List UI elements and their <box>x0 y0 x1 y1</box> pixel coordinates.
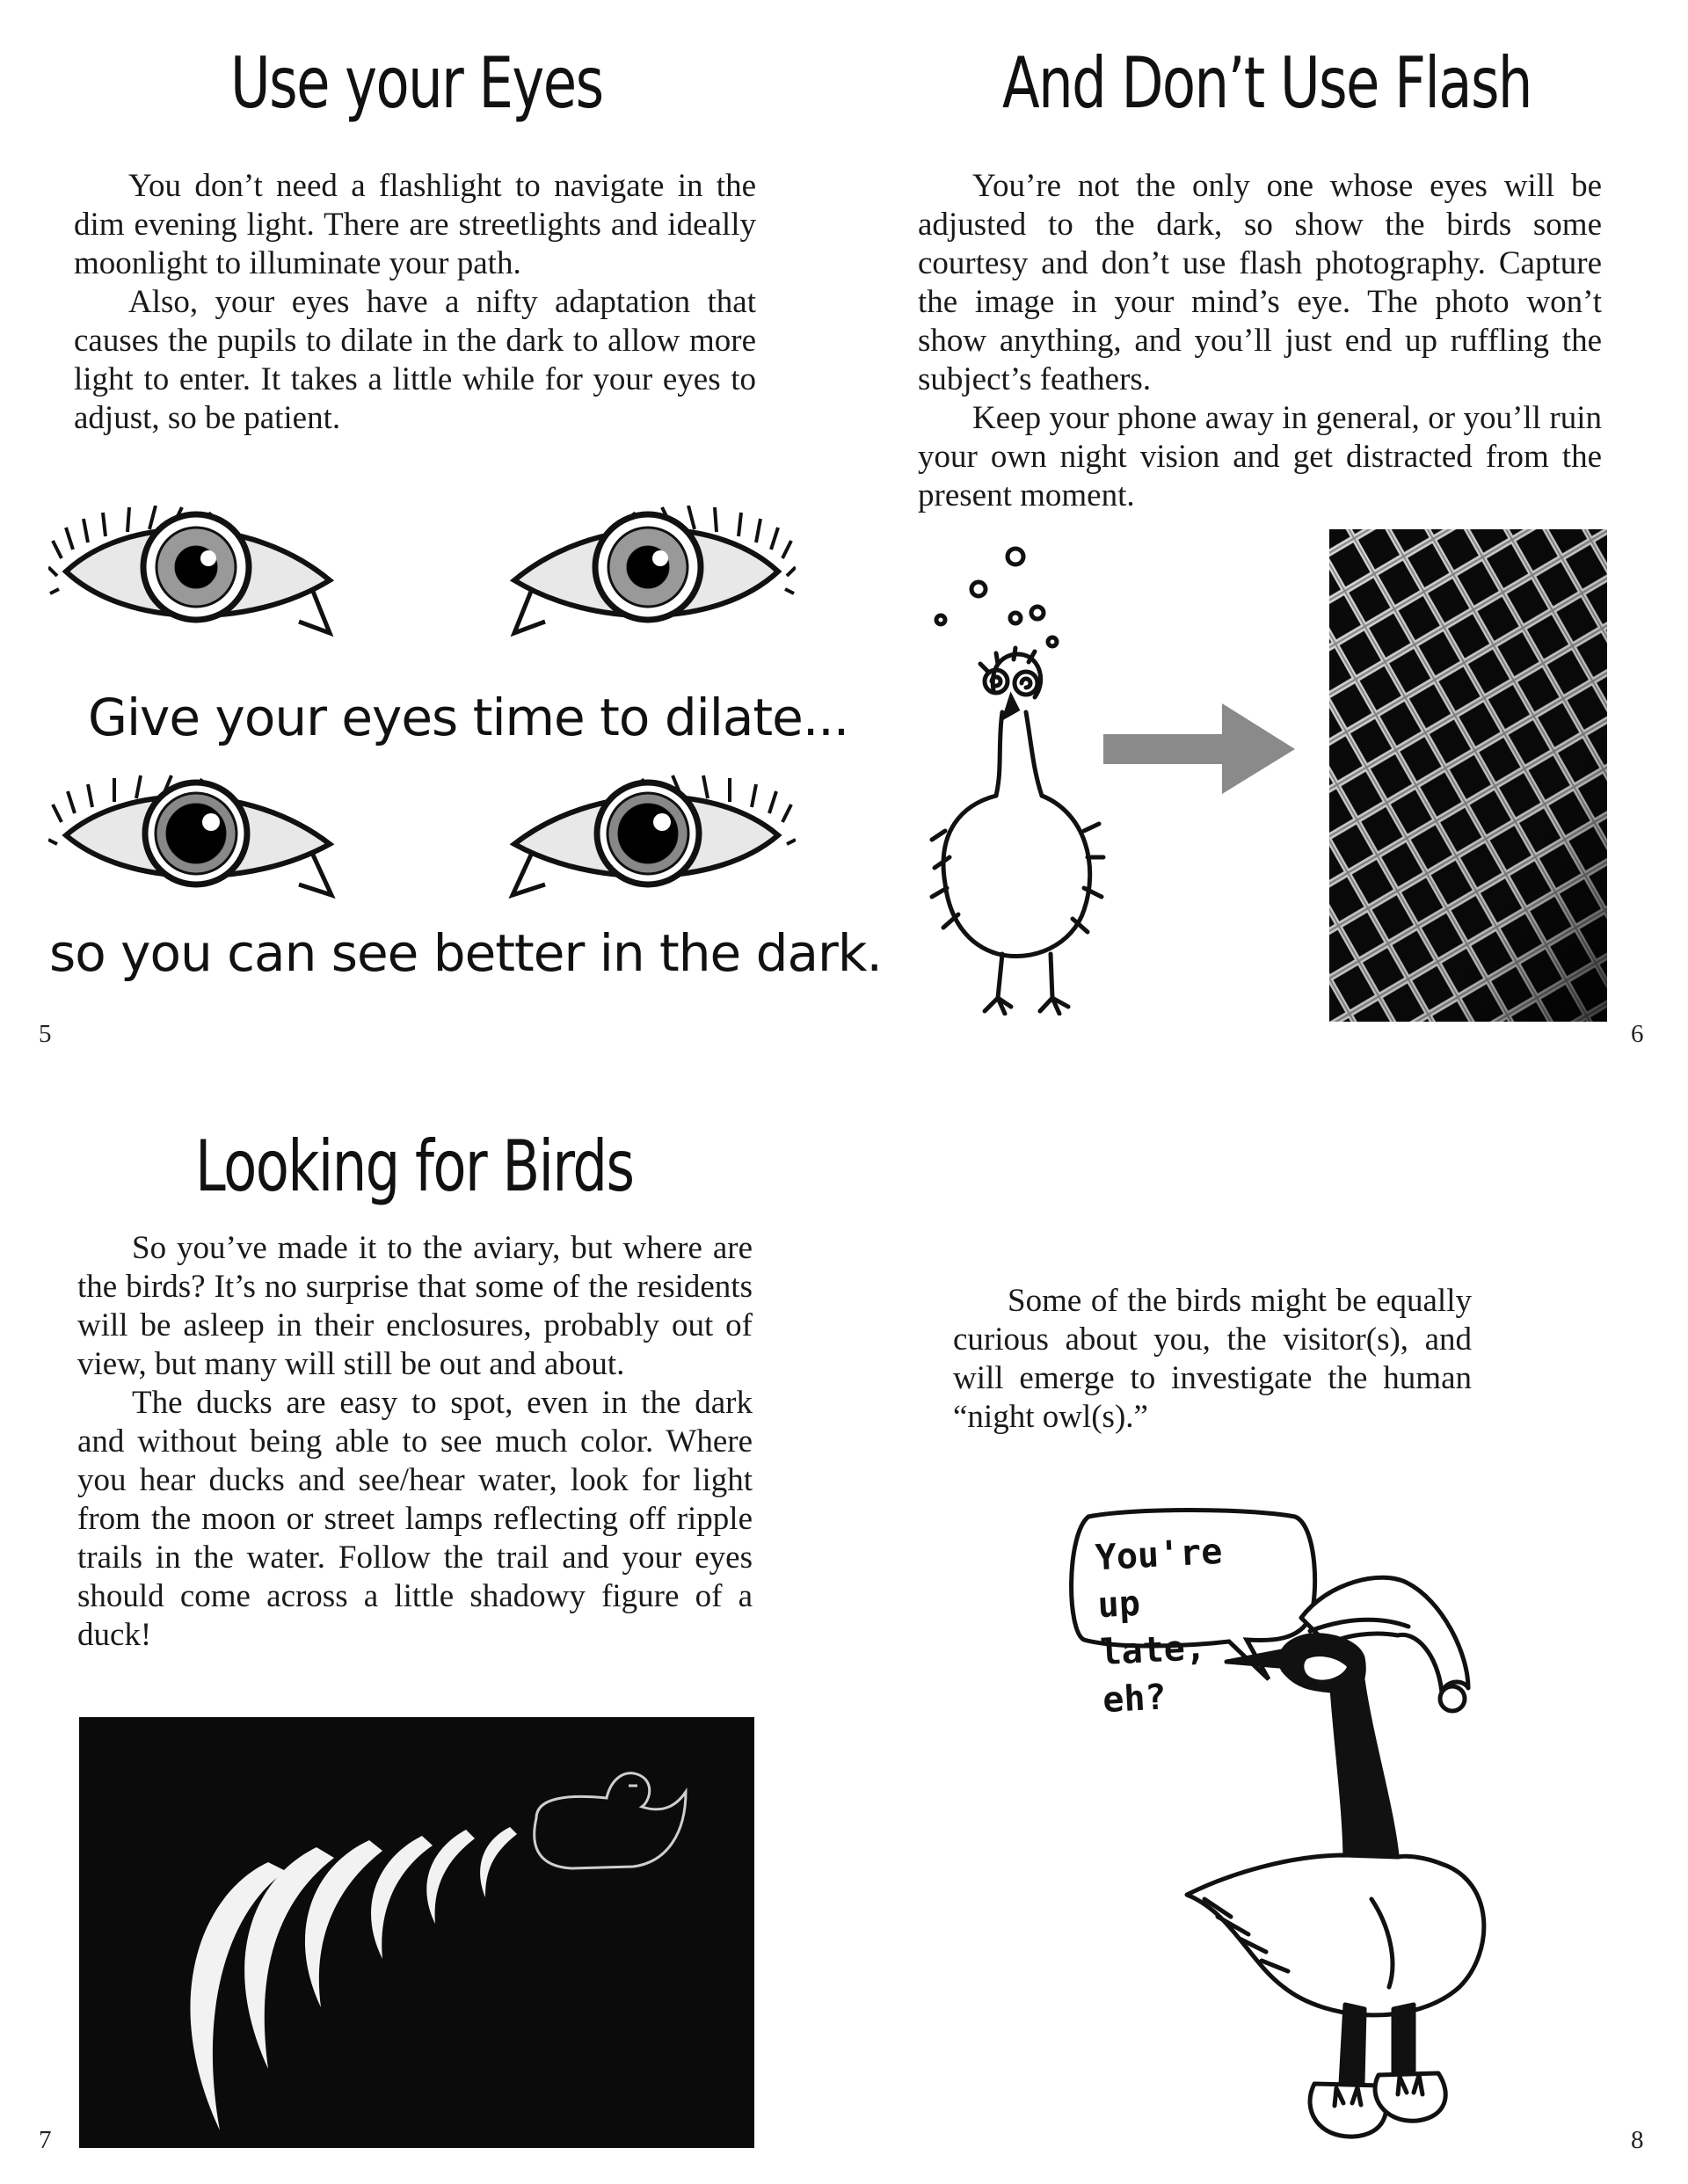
page-number: 8 <box>1631 2126 1644 2154</box>
page-7-body <box>77 1229 753 1655</box>
page-8 <box>844 1090 1688 2184</box>
page-5-title: Use your Eyes <box>230 42 603 124</box>
duck-ripples-illustration <box>79 1717 754 2148</box>
paragraph: So you’ve made it to the aviary, but where are the birds? It’s no surprise that some of the residents will be asleep in their enclosures, probably out of view, but many will still be out and about. <box>77 1230 753 1382</box>
page-6-title: And Don’t Use Flash <box>1002 42 1532 124</box>
page-6 <box>844 0 1688 1090</box>
page-5-body <box>74 167 756 438</box>
page-6-body <box>918 167 1602 515</box>
paragraph: Also, your eyes have a nifty adaptation that causes the pupils to dilate in the dark to allow more light to enter. It takes a little while for your eyes to adjust, so be patient. <box>74 284 756 436</box>
goose-illustration <box>1178 1547 1547 2163</box>
page-8-body <box>953 1282 1472 1437</box>
arrow-icon <box>1103 699 1297 796</box>
paragraph: You don’t need a flashlight to navigate in the dim evening light. There are streetlights and ideally moonlight to illuminate your path. <box>74 168 756 281</box>
caption-dilate: Give your eyes time to dilate... <box>88 688 849 747</box>
paragraph: The ducks are easy to spot, even in the dark and without being able to see much color. Where you hear ducks and see/hear water, look for light from the moon or street lamps reflecting off ripple trails in the water. Follow the trail and your eyes should come across a little shadowy figure of a duck! <box>77 1385 753 1653</box>
fence-photo <box>1329 529 1607 1022</box>
page-5 <box>0 0 882 1090</box>
paragraph: Some of the birds might be equally curious about you, the visitor(s), and will emerge to investigate the human “night owl(s).” <box>953 1283 1472 1435</box>
caption-see-better: so you can see better in the dark. <box>49 923 882 983</box>
speech-line: You're up <box>1094 1531 1224 1627</box>
eyes-illustration-bottom <box>48 774 796 914</box>
eyes-illustration-top <box>48 506 796 659</box>
page-7-title: Looking for Birds <box>195 1125 634 1207</box>
paragraph: You’re not the only one whose eyes will be adjusted to the dark, so show the birds some courtesy and don’t use flash photography. Capture the image in your mind’s eye. The photo won’t show anything, and you’ll just end up ruffling the subject’s feathers. <box>918 168 1602 397</box>
page-number: 7 <box>39 2126 52 2154</box>
speech-line: late, eh? <box>1099 1627 1208 1722</box>
page-number: 6 <box>1631 1020 1644 1048</box>
paragraph: Keep your phone away in general, or you’ll ruin your own night vision and get distracted from the present moment. <box>918 400 1602 513</box>
page-number: 5 <box>39 1020 52 1048</box>
page-7 <box>0 1090 844 2184</box>
